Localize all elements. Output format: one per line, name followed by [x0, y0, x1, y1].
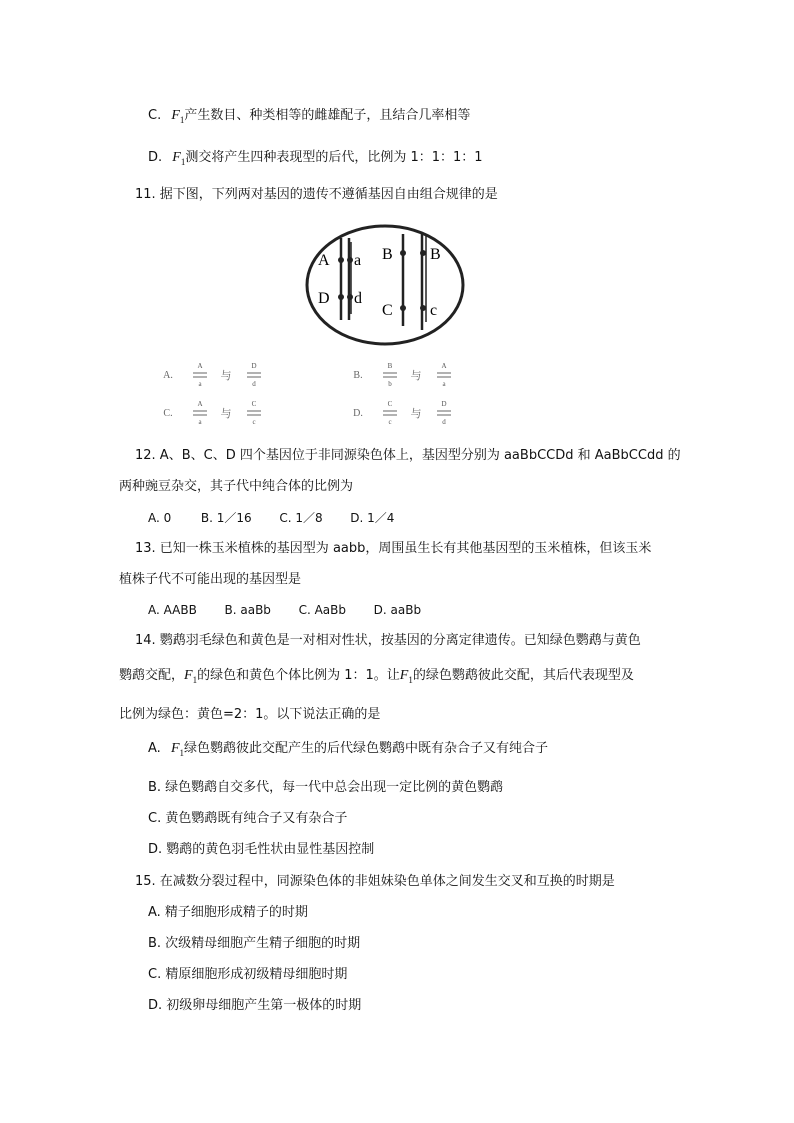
gene-bottom-label: c	[252, 418, 256, 426]
f1-symbol: $F_1$	[184, 668, 198, 685]
option-label: A.	[148, 741, 161, 756]
q15-stem: 15. 在减数分裂过程中，同源染色体的非姐妹染色单体之间发生交叉和互换的时期是	[135, 874, 615, 889]
q12-options	[148, 509, 394, 527]
option-label: B.	[353, 370, 363, 381]
option-label: C.	[148, 108, 162, 123]
q12-stem-line1: 12. A、B、C、D 四个基因位于非同源染色体上，基因型分别为 aaBbCCDd 和 AaBbCCdd 的	[135, 448, 681, 463]
q10-option-d	[148, 149, 483, 171]
q14-stem-line2: 鹦鹉交配，$F_1$的绿色和黄色个体比例为 1：1。让$F_1$的绿色鹦鹉彼此交配，其后代表现型及	[119, 668, 634, 685]
q14-option-b: B. 绿色鹦鹉自交多代，每一代中总会出现一定比例的黄色鹦鹉	[148, 780, 504, 795]
gene-label-C: C	[382, 302, 393, 319]
q14-option-d: D. 鹦鹉的黄色羽毛性状由显性基因控制	[148, 842, 375, 857]
gene-bottom-label: b	[388, 380, 392, 388]
q12-option-a: A. 0	[148, 511, 172, 525]
gene-label-a: a	[354, 252, 362, 269]
q13-option-b: B. aaBb	[224, 603, 271, 617]
gene-bottom-label: d	[442, 418, 446, 426]
gene-top-label: C	[387, 400, 393, 408]
option-label: D.	[148, 150, 163, 165]
with-word: 与	[220, 408, 232, 420]
q12-stem-line2: 两种豌豆杂交，其子代中纯合体的比例为	[119, 479, 354, 494]
q14-option-c: C. 黄色鹦鹉既有纯合子又有杂合子	[148, 811, 348, 826]
option-text: 产生数目、种类相等的雌雄配子，且结合几率相等	[184, 108, 471, 123]
q11-stem: 11. 据下图，下列两对基因的遗传不遵循基因自由组合规律的是	[135, 187, 498, 202]
q13-stem-line2: 植株子代不可能出现的基因型是	[119, 572, 302, 587]
q13-options	[148, 601, 421, 619]
q13-option-d: D. aaBb	[373, 603, 422, 617]
q11-options	[160, 358, 460, 430]
gene-top-label: D	[251, 362, 257, 370]
q14-stem-line3: 比例为绿色：黄色=2：1。以下说法正确的是	[119, 707, 381, 722]
gene-label-d: d	[354, 290, 362, 307]
f1-symbol: $F_1$	[172, 150, 186, 167]
gene-bottom-label: c	[388, 418, 392, 426]
f1-symbol: $F_1$	[170, 741, 184, 758]
q15-option-c: C. 精原细胞形成初级精母细胞时期	[148, 967, 348, 982]
q14-stem-line1: 14. 鹦鹉羽毛绿色和黄色是一对相对性状，按基因的分离定律遗传。已知绿色鹦鹉与黄色	[135, 633, 641, 648]
with-word: 与	[410, 408, 422, 420]
q13-stem-line1: 13. 已知一株玉米植株的基因型为 aabb，周围虽生长有其他基因型的玉米植株，但该玉米	[135, 541, 652, 556]
gene-bottom-label: a	[198, 418, 202, 426]
q13-option-a: A. AABB	[148, 603, 197, 617]
gene-label-A: A	[318, 252, 330, 269]
option-text: 测交将产生四种表现型的后代，比例为 1：1：1：1	[185, 150, 483, 165]
option-label: D.	[353, 408, 363, 419]
option-label: C.	[163, 408, 173, 419]
gene-top-label: A	[441, 362, 447, 370]
gene-top-label: C	[251, 400, 257, 408]
gene-label-c: c	[430, 302, 438, 319]
gene-label-D: D	[318, 290, 330, 307]
gene-bottom-label: a	[442, 380, 446, 388]
f1-symbol: $F_1$	[171, 108, 185, 125]
gene-bottom-label: a	[198, 380, 202, 388]
gene-top-label: B	[387, 362, 393, 370]
q15-option-d: D. 初级卵母细胞产生第一极体的时期	[148, 998, 362, 1013]
gene-top-label: D	[441, 400, 447, 408]
chromosome-diagram	[302, 222, 468, 352]
gene-top-label: A	[197, 362, 203, 370]
gene-label-B-left: B	[382, 246, 393, 263]
q14-option-a: A. $F_1$绿色鹦鹉彼此交配产生的后代绿色鹦鹉中既有杂合子又有纯合子	[148, 741, 549, 758]
q12-option-b: B. 1／16	[200, 511, 252, 525]
gene-top-label: A	[197, 400, 203, 408]
q12-option-d: D. 1／4	[350, 511, 395, 525]
gene-bottom-label: d	[252, 380, 256, 388]
q10-option-c	[148, 107, 470, 129]
q15-option-a: A. 精子细胞形成精子的时期	[148, 905, 308, 920]
q12-option-c: C. 1／8	[279, 511, 323, 525]
q15-option-b: B. 次级精母细胞产生精子细胞的时期	[148, 936, 361, 951]
f1-symbol: $F_1$	[399, 668, 413, 685]
option-label: A.	[163, 370, 173, 381]
with-word: 与	[410, 370, 422, 382]
gene-label-B-right: B	[430, 246, 441, 263]
with-word: 与	[220, 370, 232, 382]
q13-option-c: C. AaBb	[298, 603, 346, 617]
